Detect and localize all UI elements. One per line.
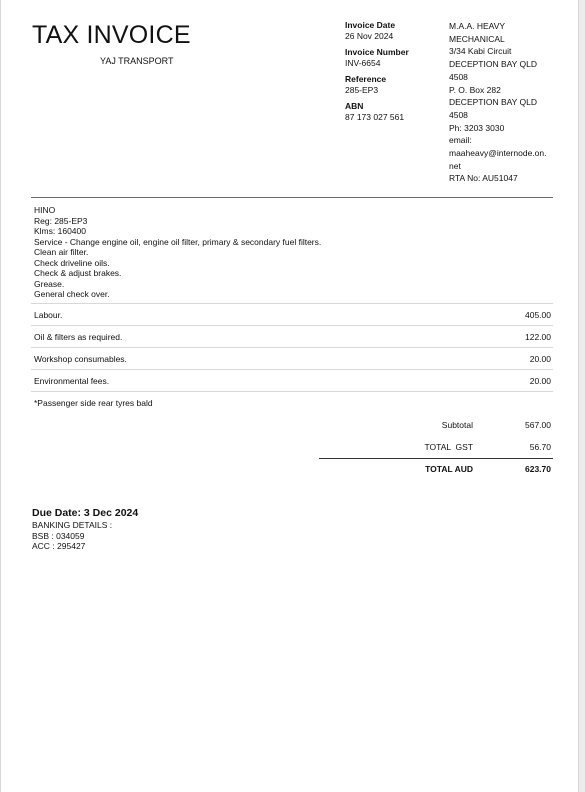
company-address (449, 20, 561, 185)
invoice-date-label: Invoice Date (345, 20, 396, 30)
company-line: RTA No: AU51047 (449, 173, 518, 184)
reference-label: Reference (345, 74, 387, 84)
banking-title: BANKING DETAILS : (32, 520, 113, 530)
invoice-note: *Passenger side rear tyres bald (34, 398, 153, 408)
abn-value: 87 173 027 561 (345, 111, 405, 122)
total-label: TOTAL AUD (425, 464, 473, 474)
company-line: MECHANICAL (449, 33, 505, 44)
due-date: Due Date: 3 Dec 2024 (32, 507, 139, 519)
line-item-row (31, 326, 553, 348)
gst-label: TOTAL GST (424, 442, 473, 452)
description-line: General check over. (34, 289, 110, 299)
abn-label: ABN (345, 101, 364, 111)
company-line: 4508 (449, 71, 468, 82)
banking-details (32, 520, 112, 552)
gst-value: 56.70 (529, 442, 551, 452)
total-row (319, 458, 553, 481)
line-item-description: Workshop consumables. (34, 354, 127, 364)
invoice-number-value: INV-6654 (345, 57, 381, 68)
description-line: Grease. (34, 278, 65, 289)
invoice-note-row (31, 392, 553, 413)
reference-block (345, 74, 435, 95)
description-line: Klms: 160400 (34, 226, 86, 236)
line-item-amount: 20.00 (529, 376, 551, 386)
company-line: M.A.A. HEAVY (449, 21, 506, 31)
line-item-row (31, 348, 553, 370)
description-line: Service - Change engine oil, engine oil filter, primary & secondary fuel filters. (34, 236, 322, 247)
gst-row (319, 436, 553, 458)
invoice-meta (345, 20, 435, 128)
company-line: 4508 (449, 109, 468, 120)
line-item-description: Oil & filters as required. (34, 332, 123, 342)
account-number: ACC : 295427 (32, 541, 86, 551)
company-line: net (449, 160, 461, 171)
line-item-row (31, 304, 553, 326)
line-item-description: Environmental fees. (34, 376, 110, 386)
invoice-date-block (345, 20, 435, 41)
line-item-row (31, 370, 553, 392)
line-items-table (31, 303, 553, 413)
job-description (34, 205, 534, 300)
description-line: HINO (34, 205, 56, 215)
bsb-number: BSB : 034059 (32, 530, 85, 541)
description-line: Check driveline oils. (34, 257, 110, 268)
line-item-description: Labour. (34, 310, 63, 320)
company-line: DECEPTION BAY QLD (449, 59, 538, 70)
subtotal-label: Subtotal (441, 420, 473, 430)
company-line: Ph: 3203 3030 (449, 122, 505, 133)
description-line: Check & adjust brakes. (34, 268, 122, 278)
description-line: Clean air filter. (34, 247, 89, 257)
subtotal-value: 567.00 (525, 420, 551, 430)
invoice-date-value: 26 Nov 2024 (345, 30, 394, 41)
totals-block (319, 414, 553, 481)
line-item-amount: 405.00 (525, 310, 551, 320)
abn-block (345, 101, 435, 122)
line-item-amount: 122.00 (525, 332, 551, 342)
company-line: 3/34 Kabi Circuit (449, 46, 512, 57)
reference-value: 285-EP3 (345, 84, 379, 95)
company-line: maaheavy@internode.on. (449, 148, 547, 159)
company-line: P. O. Box 282 (449, 84, 501, 95)
total-value: 623.70 (525, 464, 551, 474)
invoice-title: TAX INVOICE (32, 21, 191, 49)
subtotal-row (319, 414, 553, 436)
invoice-number-label: Invoice Number (345, 47, 409, 57)
company-line: email: (449, 135, 472, 146)
line-item-amount: 20.00 (529, 354, 551, 364)
description-line: Reg: 285-EP3 (34, 215, 88, 226)
customer-name: YAJ TRANSPORT (100, 56, 174, 66)
invoice-number-block (345, 47, 435, 68)
header-divider (31, 197, 553, 198)
company-line: DECEPTION BAY QLD (449, 97, 538, 108)
